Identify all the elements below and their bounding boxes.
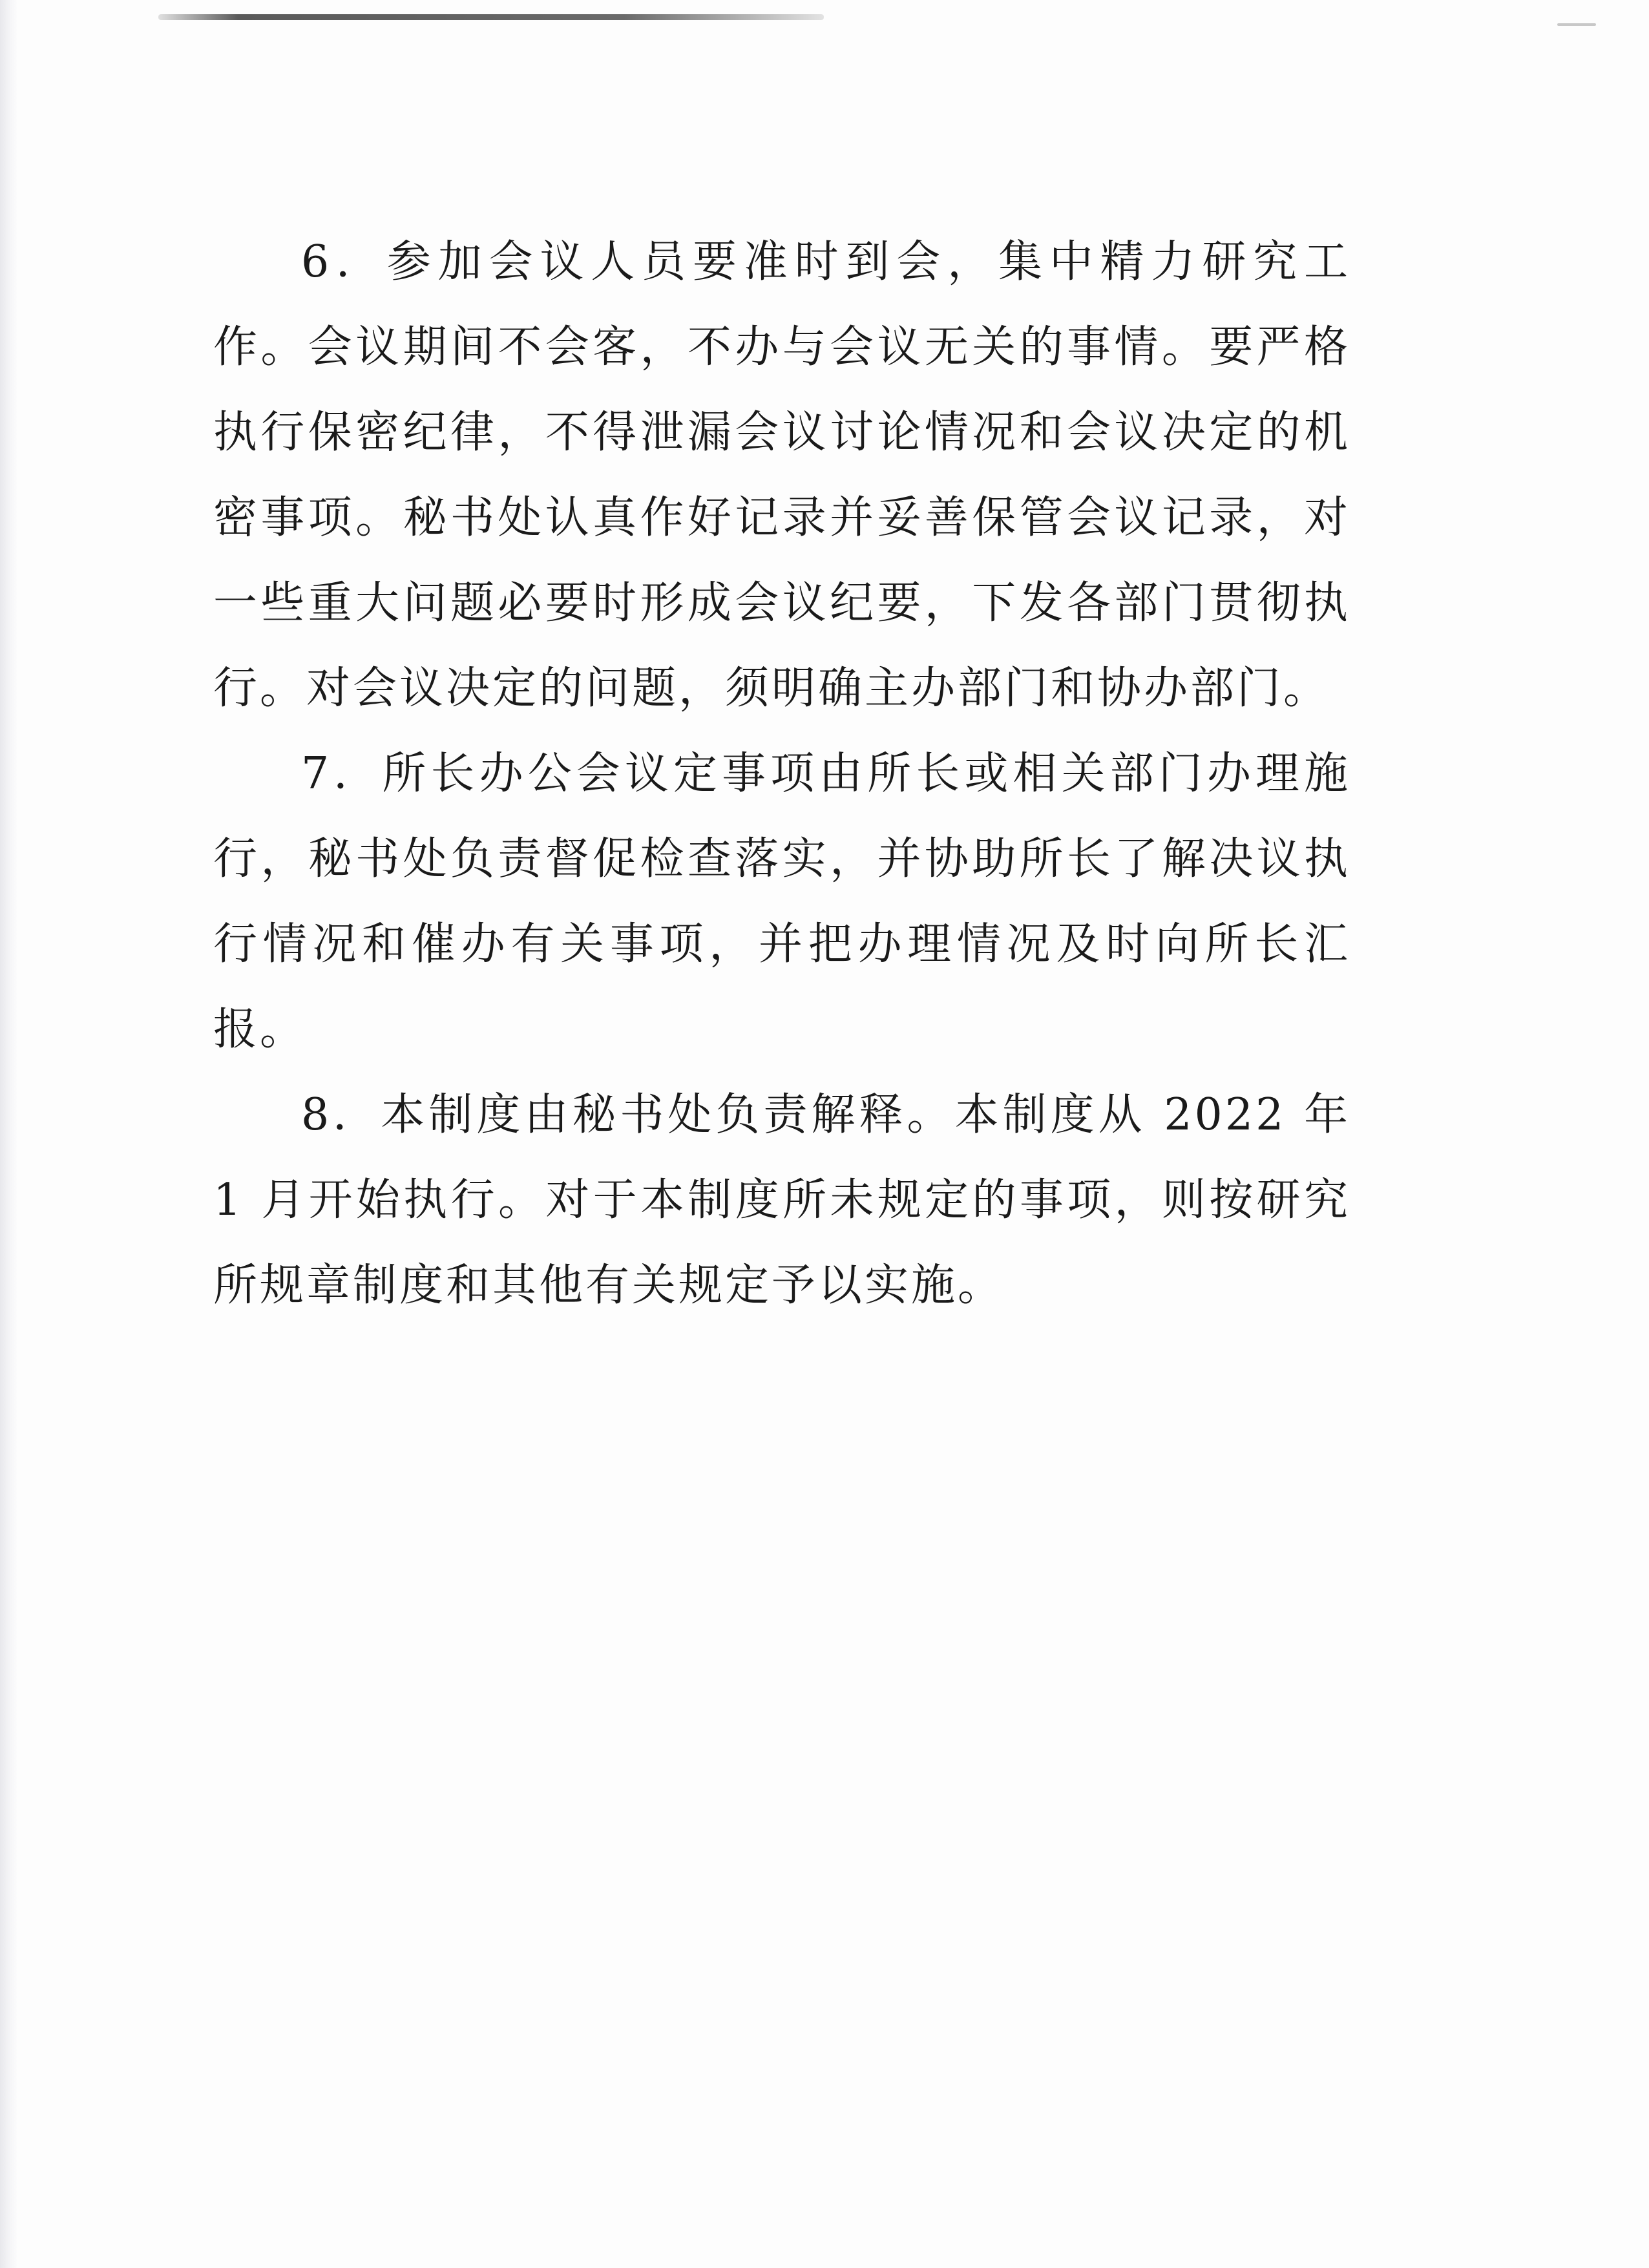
scan-shadow-left xyxy=(0,0,18,2268)
paragraph-item-8: 8．本制度由秘书处负责解释。本制度从 2022 年 1 月开始执行。对于本制度所未规定的事项，则按研究所规章制度和其他有关规定予以实施。 xyxy=(213,1089,1350,1311)
scan-artifact-line xyxy=(158,14,824,20)
paragraph-item-6: 6．参加会议人员要准时到会，集中精力研究工作。会议期间不会客，不办与会议无关的事情。要严格执行保密纪律，不得泄漏会议讨论情况和会议决定的机密事项。秘书处认真作好记录并妥善保管会议记录，对一些重大问题必要时形成会议纪要，下发各部门贯彻执行。对会议决定的问题，须明确主办部门和协办部门。 xyxy=(213,236,1350,714)
document-body xyxy=(213,220,1350,1328)
scan-artifact-mark xyxy=(1557,23,1596,26)
paragraph-item-7: 7．所长办公会议定事项由所长或相关部门办理施行，秘书处负责督促检查落实，并协助所长了解决议执行情况和催办有关事项，并把办理情况及时向所长汇报。 xyxy=(213,748,1350,1055)
